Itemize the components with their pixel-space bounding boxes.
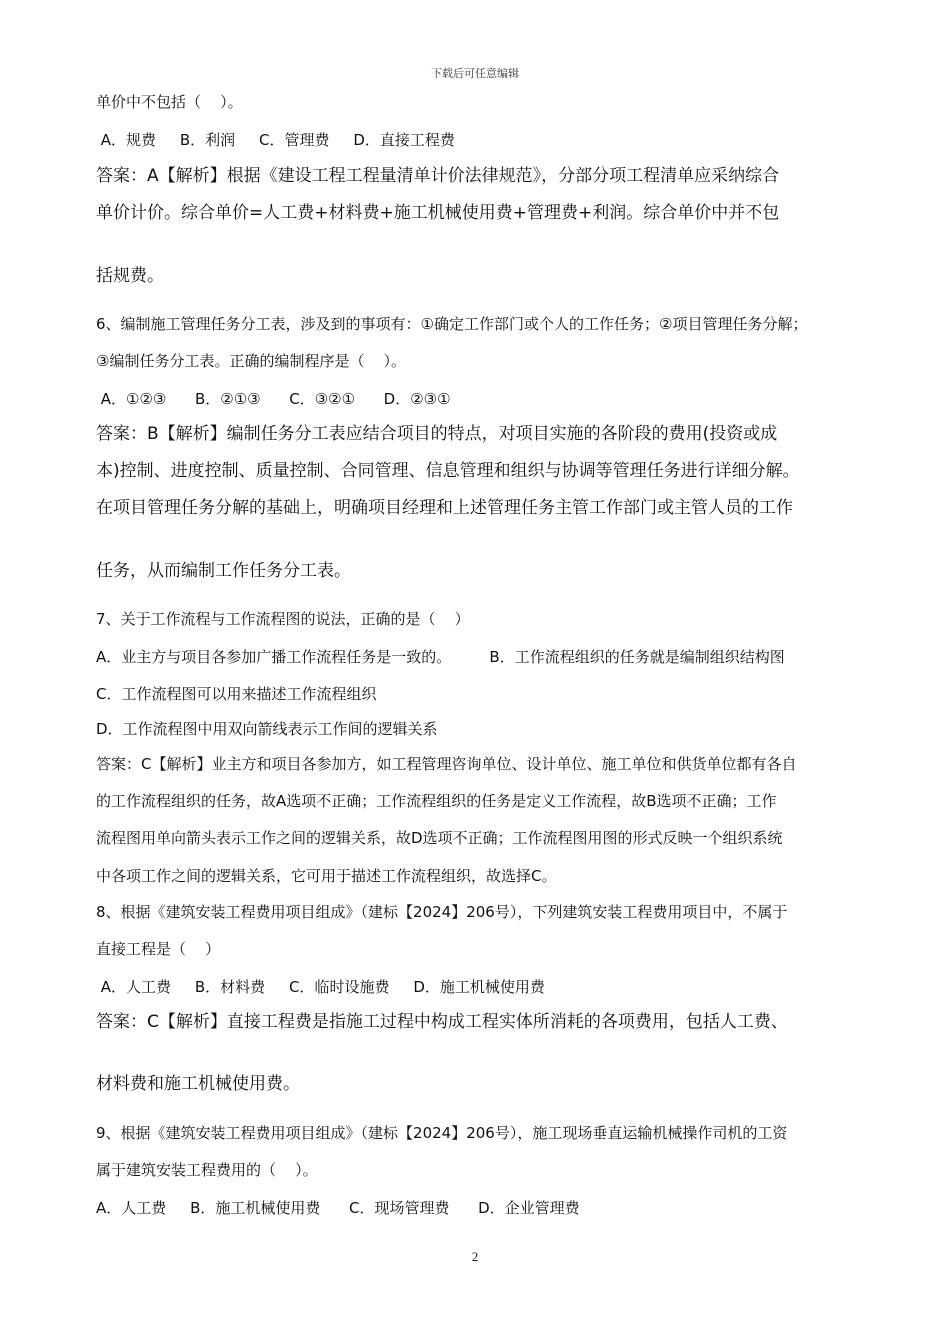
question-7-option-d: D．工作流程图中用双向箭线表示工作间的逻辑关系 (96, 720, 438, 738)
question-9-options: A．人工费 B．施工机械使用费 C．现场管理费 D．企业管理费 (96, 1199, 580, 1217)
question-6-options: A．①②③ B．②①③ C．③②① D．②③① (96, 390, 451, 408)
question-7-options-ab: A．业主方与项目各参加广播工作流程任务是一致的。 B．工作流程组织的任务就是编制组织结构图 (96, 648, 785, 666)
question-9-stem-line-1: 9、根据《建筑安装工程费用项目组成》（建标【2024】206号），施工现场垂直运输机械操作司机的工资 (96, 1124, 788, 1142)
question-8-options: A．人工费 B．材料费 C．临时设施费 D．施工机械使用费 (96, 978, 545, 996)
question-6-answer-line-2: 本)控制、进度控制、质量控制、合同管理、信息管理和组织与协调等管理任务进行详细分解。 (96, 461, 800, 481)
question-5-answer-line-2: 单价计价。综合单价=人工费+材料费+施工机械使用费+管理费+利润。综合单价中并不包 (96, 203, 780, 223)
question-6-answer-line-3: 在项目管理任务分解的基础上，明确项目经理和上述管理任务主管工作部门或主管人员的工作 (96, 498, 793, 518)
question-7-answer-line-3: 流程图用单向箭头表示工作之间的逻辑关系，故D选项不正确；工作流程图用图的形式反映一个组织系统 (96, 829, 783, 847)
question-8-stem-line-1: 8、根据《建筑安装工程费用项目组成》（建标【2024】206号），下列建筑安装工程费用项目中，不属于 (96, 903, 788, 921)
question-6-answer-line-4: 任务，从而编制工作任务分工表。 (96, 561, 351, 581)
question-7-answer-line-2: 的工作流程组织的任务，故A选项不正确；工作流程组织的任务是定义工作流程，故B选项不正确；工作 (96, 792, 777, 810)
page-header: 下载后可任意编辑 (431, 67, 519, 80)
page-number: 2 (471, 1249, 479, 1264)
question-7-answer-line-1: 答案：C【解析】业主方和项目各参加方，如工程管理咨询单位、设计单位、施工单位和供货单位都有各自 (96, 755, 797, 773)
question-5-stem-tail: 单价中不包括（ ）。 (96, 93, 243, 111)
question-7-option-c: C．工作流程图可以用来描述工作流程组织 (96, 685, 377, 703)
question-5-options: A．规费 B．利润 C．管理费 D．直接工程费 (96, 131, 455, 149)
question-7-answer-line-4: 中各项工作之间的逻辑关系，它可用于描述工作流程组织，故选择C。 (96, 867, 557, 885)
question-7-stem: 7、关于工作流程与工作流程图的说法，正确的是（ ） (96, 610, 470, 628)
question-6-stem-line-1: 6、编制施工管理任务分工表，涉及到的事项有：①确定工作部门或个人的工作任务；②项目管理任务分解； (96, 315, 808, 333)
question-6-answer-line-1: 答案：B【解析】编制任务分工表应结合项目的特点，对项目实施的各阶段的费用(投资或成 (96, 424, 778, 444)
question-8-stem-line-2: 直接工程是（ ） (96, 940, 221, 958)
question-6-stem-line-2: ③编制任务分工表。正确的编制程序是（ ）。 (96, 352, 407, 370)
question-5-answer-line-1: 答案：A【解析】根据《建设工程工程量清单计价法律规范》，分部分项工程清单应采纳综合 (96, 166, 780, 186)
question-9-stem-line-2: 属于建筑安装工程费用的（ ）。 (96, 1161, 318, 1179)
question-5-answer-line-3: 括规费。 (96, 266, 164, 286)
question-8-answer-line-1: 答案：C【解析】直接工程费是指施工过程中构成工程实体所消耗的各项费用，包括人工费、 (96, 1012, 788, 1032)
question-8-answer-line-2: 材料费和施工机械使用费。 (96, 1074, 300, 1094)
